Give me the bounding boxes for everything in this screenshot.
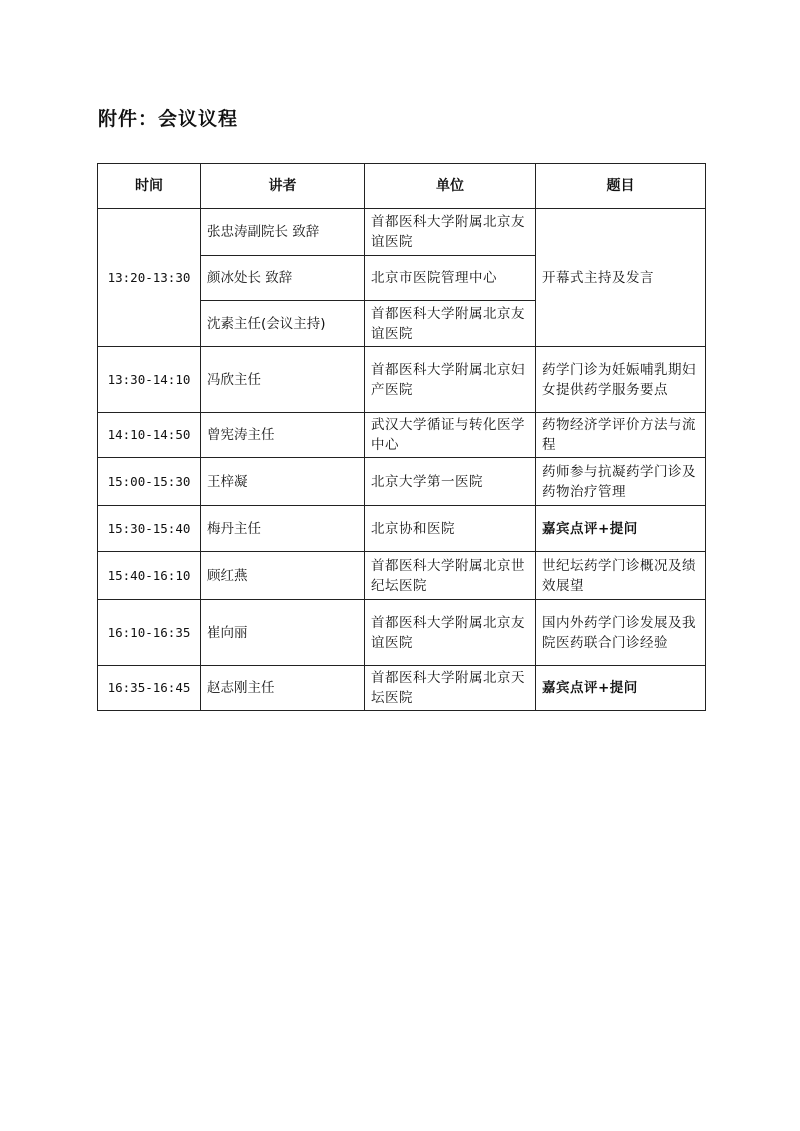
table-row [98,209,706,256]
table-row [98,347,706,413]
time-cell: 15:00-15:30 [98,458,201,506]
table-row [98,458,706,506]
unit-cell: 首都医科大学附属北京妇产医院 [365,347,536,413]
time-cell: 15:40-16:10 [98,552,201,600]
table-row [98,506,706,552]
table-row [98,666,706,711]
topic-cell: 药物经济学评价方法与流程 [536,413,706,458]
time-cell: 13:20-13:30 [98,209,201,347]
agenda-table [97,163,706,711]
speaker-cell: 沈素主任(会议主持) [201,301,365,347]
unit-cell: 首都医科大学附属北京友谊医院 [365,600,536,666]
page-title: 附件：会议议程 [98,108,239,130]
time-cell: 13:30-14:10 [98,347,201,413]
speaker-cell: 王梓凝 [201,458,365,506]
unit-cell: 首都医科大学附属北京友谊医院 [365,209,536,256]
unit-cell: 首都医科大学附属北京天坛医院 [365,666,536,711]
table-row [98,552,706,600]
speaker-cell: 曾宪涛主任 [201,413,365,458]
unit-cell: 首都医科大学附属北京世纪坛医院 [365,552,536,600]
speaker-cell: 顾红燕 [201,552,365,600]
table-header-row [98,164,706,209]
speaker-cell: 颜冰处长 致辞 [201,256,365,301]
time-cell: 16:35-16:45 [98,666,201,711]
topic-cell: 药师参与抗凝药学门诊及药物治疗管理 [536,458,706,506]
time-cell: 16:10-16:35 [98,600,201,666]
unit-cell: 首都医科大学附属北京友谊医院 [365,301,536,347]
speaker-cell: 梅丹主任 [201,506,365,552]
table-row [98,600,706,666]
topic-cell: 开幕式主持及发言 [536,209,706,347]
time-cell: 14:10-14:50 [98,413,201,458]
unit-cell: 北京大学第一医院 [365,458,536,506]
speaker-cell: 赵志刚主任 [201,666,365,711]
header-time: 时间 [98,164,201,209]
topic-cell: 世纪坛药学门诊概况及绩效展望 [536,552,706,600]
time-cell: 15:30-15:40 [98,506,201,552]
table-row [98,413,706,458]
unit-cell: 北京协和医院 [365,506,536,552]
header-unit: 单位 [365,164,536,209]
topic-cell: 国内外药学门诊发展及我院医药联合门诊经验 [536,600,706,666]
topic-cell: 嘉宾点评+提问 [536,506,706,552]
unit-cell: 北京市医院管理中心 [365,256,536,301]
header-topic: 题目 [536,164,706,209]
speaker-cell: 张忠涛副院长 致辞 [201,209,365,256]
unit-cell: 武汉大学循证与转化医学中心 [365,413,536,458]
speaker-cell: 崔向丽 [201,600,365,666]
speaker-cell: 冯欣主任 [201,347,365,413]
topic-cell: 药学门诊为妊娠哺乳期妇女提供药学服务要点 [536,347,706,413]
header-speaker: 讲者 [201,164,365,209]
topic-cell: 嘉宾点评+提问 [536,666,706,711]
